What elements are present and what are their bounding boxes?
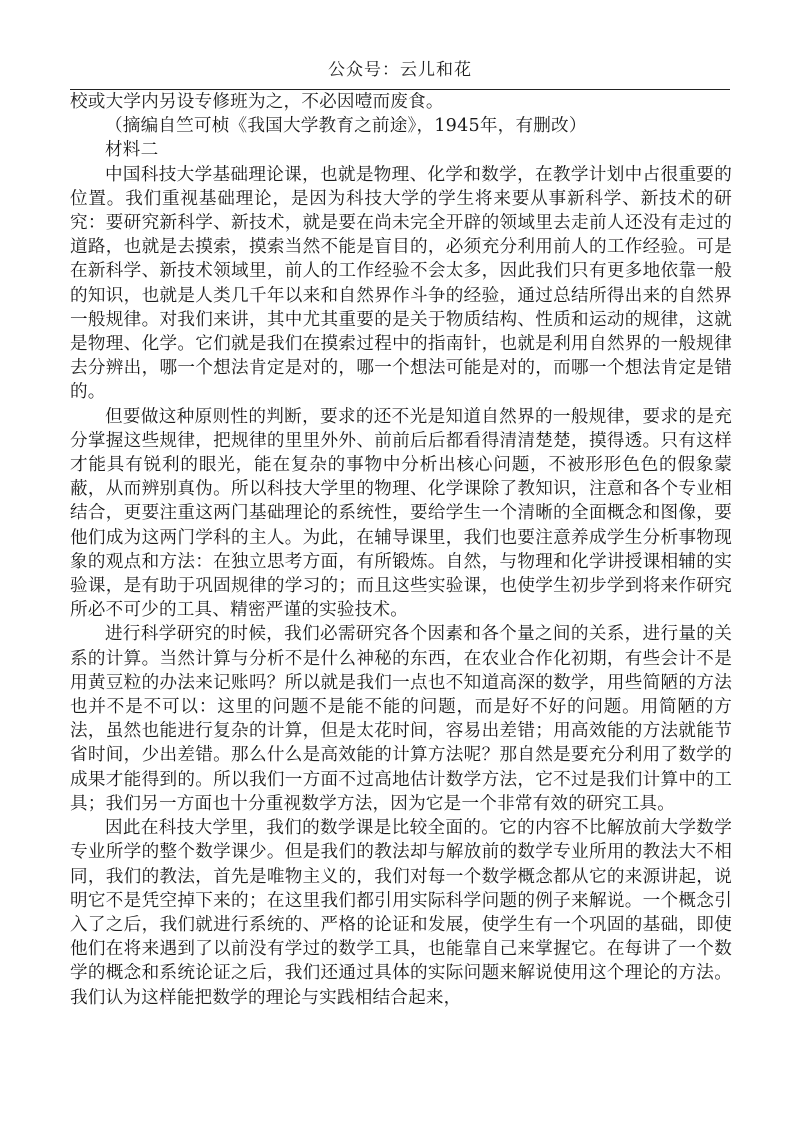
article-body [70, 90, 732, 1010]
page-header: 公众号：云儿和花 [328, 60, 472, 80]
paragraph-4: 因此在科技大学里，我们的数学课是比较全面的。它的内容不比解放前大学数学专业所学的整个数学课少。但是我们的教法却与解放前的数学专业所用的教法大不相同，我们的教法，首先是唯物主义的，我们对每一个数学概念都从它的来源讲起，说明它不是凭空掉下来的；在这里我们都引用实际科学问题的例子来解说。一个概念引入了之后，我们就进行系统的、严格的论证和发展，使学生有一个巩固的基础，即使他们在将来遇到了以前没有学过的数学工具，也能靠自己来掌握它。在每讲了一个数学的概念和系统论证之后，我们还通过具体的实际问题来解说使用这个理论的方法。我们认为这样能把数学的理论与实践相结合起来， [70, 818, 732, 1008]
paragraph-2: 但要做这种原则性的判断，要求的还不光是知道自然界的一般规律，要求的是充分掌握这些规律，把规律的里里外外、前前后后都看得清清楚楚，摸得透。只有这样才能具有锐利的眼光，能在复杂的事物中分析出核心问题，不被形形色色的假象蒙蔽，从而辨别真伪。所以科技大学里的物理、化学课除了教知识，注意和各个专业相结合，更要注重这两门基础理论的系统性，要给学生一个清晰的全面概念和图像，要他们成为这两门学科的主人。为此，在辅导课里，我们也要注意养成学生分析事物现象的观点和方法：在独立思考方面，有所锻炼。自然，与物理和化学讲授课相辅的实验课，是有助于巩固规律的学习的；而且这些实验课，也使学生初步学到将来作研究所必不可少的工具、精密严谨的实验技术。 [70, 406, 732, 621]
paragraph-1: 中国科技大学基础理论课，也就是物理、化学和数学，在教学计划中占很重要的位置。我们重视基础理论，是因为科技大学的学生将来要从事新科学、新技术的研究：要研究新科学、新技术，就是要在尚未完全开辟的领域里去走前人还没有走过的道路，也就是去摸索，摸索当然不能是盲目的，必须充分利用前人的工作经验。可是在新科学、新技术领域里，前人的工作经验不会太多，因此我们只有更多地依靠一般的知识，也就是人类几千年以来和自然界作斗争的经验，通过总结所得出来的自然界一般规律。对我们来讲，其中尤其重要的是关于物质结构、性质和运动的规律，这就是物理、化学。它们就是我们在摸索过程中的指南针，也就是利用自然界的一般规律去分辨出，哪一个想法肯定是对的，哪一个想法可能是对的，而哪一个想法肯定是错的。 [70, 164, 732, 403]
source-citation: （摘编自竺可桢《我国大学教育之前途》，1945年，有删改） [105, 116, 587, 137]
section-heading-material-2: 材料二 [105, 140, 159, 161]
paragraph-3: 进行科学研究的时候，我们必需研究各个因素和各个量之间的关系，进行量的关系的计算。当然计算与分析不是什么神秘的东西，在农业合作化初期，有些会计不是用黄豆粒的办法来记账吗？所以就是我们一点也不知道高深的数学，用些简陋的方法也并不是不可以：这里的问题不是能不能的问题，而是好不好的问题。用简陋的方法，虽然也能进行复杂的计算，但是太花时间，容易出差错；用高效能的方法就能节省时间，少出差错。那么什么是高效能的计算方法呢？那自然是要充分利用了数学的成果才能得到的。所以我们一方面不过高地估计数学方法，它不过是我们计算中的工具；我们另一方面也十分重视数学方法，因为它是一个非常有效的研究工具。 [70, 624, 732, 814]
paragraph-continuation: 校或大学内另设专修班为之，不必因噎而废食。 [70, 92, 444, 112]
